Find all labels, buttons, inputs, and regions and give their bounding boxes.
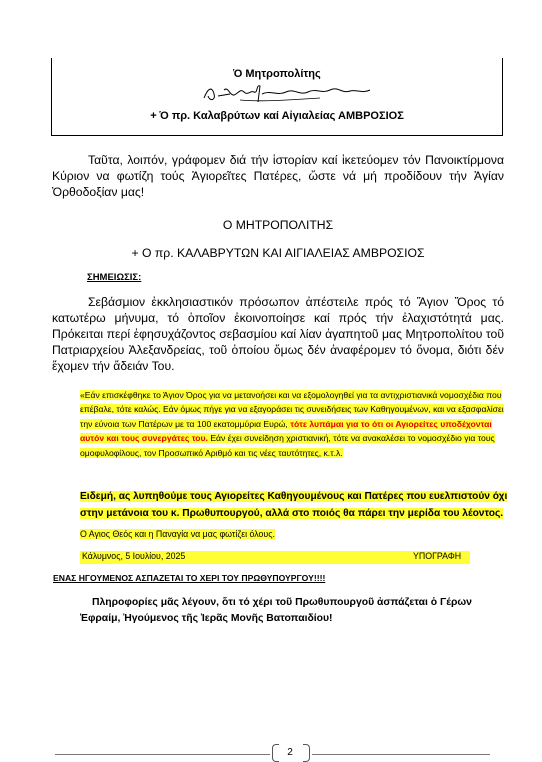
notes-paragraph-text: Σεβάσμιον ἐκκλησιαστικόν πρόσωπον ἀπέστειλε πρός τό Ἅγιον Ὄρος τό κατωτέρω μήνυμα, τό ὁποῖον ἐκοινοποίησε καί πρός τήν ἐλαχιστότητά μας. Πρόκειται περί ἐφησυχάζοντος σεβασμίου καί λίαν ἀγαπητοῦ μας Μητροπολίτου τοῦ Πατριαρχείου Ἀλεξανδρείας, τοῦ ὁποίου ὅμως δέν ἀναφέρομεν τό ὄνομα, διότι δέν ἔχομεν τήν ἄδειάν Του.	[52, 295, 504, 373]
place-date-line	[80, 551, 470, 564]
page-number: 2	[287, 747, 293, 758]
metropolitan-signature: + Ο πρ. ΚΑΛΑΒΡΥΤΩΝ ΚΑΙ ΑΙΓΙΑΛΕΙΑΣ ΑΜΒΡΟΣΙΟΣ	[131, 246, 425, 260]
signature-frame	[51, 58, 503, 136]
notes-paragraph	[52, 294, 504, 374]
quoted-message	[80, 388, 507, 460]
place-date: Κάλυμνος, 5 Ιουλίου, 2025	[82, 551, 186, 561]
message-text-1: «Εάν επισκέφθηκε το Άγιον Όρος για να μετανοήσει και να εξομολογηθεί για τα αντιχριστιανικά νομοσχέδια που επέβαλε, τότε καλώς. Εάν όμως πήγε για να εξαγοράσει τις συνειδήσεις των Καθηγουμένων, και να εξασφαλίσει την εύνοια των Πατέρων με τα 100 εκατομμύρια Ευρώ,	[80, 390, 504, 429]
blessing-text: Ο Αγιος Θεός και η Παναγία να μας φωτίζει όλους.	[80, 529, 275, 539]
bold-message	[80, 489, 510, 522]
notes-heading: ΣΗΜΕΙΩΣΙΣ:	[87, 272, 142, 283]
final-paragraph	[80, 595, 510, 627]
footer-rule-left	[55, 754, 270, 755]
footer-brace-left	[272, 744, 279, 762]
handwritten-signature	[200, 80, 375, 106]
footer-brace-right	[303, 744, 310, 762]
blessing-line	[80, 529, 275, 539]
footer-rule-right	[312, 754, 490, 755]
intro-paragraph	[52, 152, 504, 200]
signature-word: ΥΠΟΓΡΑΦΗ	[413, 551, 462, 561]
frame-title: Ὁ Μητροπολίτης	[233, 68, 321, 80]
caps-heading: ΕΝΑΣ ΗΓΟΥΜΕΝΟΣ ΑΣΠΑΖΕΤΑΙ ΤΟ ΧΕΡΙ ΤΟΥ ΠΡΩΘΥΠΟΥΡΓΟΥ!!!!	[53, 573, 326, 583]
metropolitan-title: Ο ΜΗΤΡΟΠΟΛΙΤΗΣ	[222, 218, 334, 232]
intro-paragraph-text: Ταῦτα, λοιπόν, γράφομεν διά τήν ἱστορίαν καί ἱκετεύομεν τόν Πανοικτίρμονα Κύριον να φωτίζη τούς Ἁγιορεῖτες Πατέρες, ὥστε νά μή προδίδουν τήν Ἁγίαν Ὀρθοδοξίαν μας!	[52, 153, 504, 199]
message-text-2: Εάν έχει συνείδηση χριστιανική, τότε να ανακαλέσει το νομοσχέδιο για τους ομοφυλοφίλους, τον Προσωπικό Αριθμό και τις νέες ταυτότητες, κ.τ.λ.	[80, 433, 495, 458]
final-paragraph-text: Πληροφορίες μᾶς λέγουν, ὅτι τό χέρι τοῦ Πρωθυπουργοῦ ἀσπάζεται ὁ Γέρων Ἐφραίμ, Ἡγούμενος τῆς Ἱερᾶς Μονῆς Βατοπαιδίου!	[80, 597, 472, 624]
bold-message-text: Ειδεμή, ας λυπηθούμε τους Αγιορείτες Καθηγουμένους και Πατέρες που ευελπιστούν όχι στην μετάνοια του κ. Πρωθυπουργού, αλλά στο ποιός θα πάρει την μερίδα του λέοντος.	[80, 491, 508, 519]
message-text-red: τότε λυπάμαι για το ότι οι Αγιορείτες υποδέχονται αυτόν και τους συνεργάτες του.	[80, 418, 492, 444]
frame-signature-line: + Ὁ πρ. Καλαβρύτων καί Αἰγιαλείας ΑΜΒΡΟΣΙΟΣ	[150, 110, 404, 122]
